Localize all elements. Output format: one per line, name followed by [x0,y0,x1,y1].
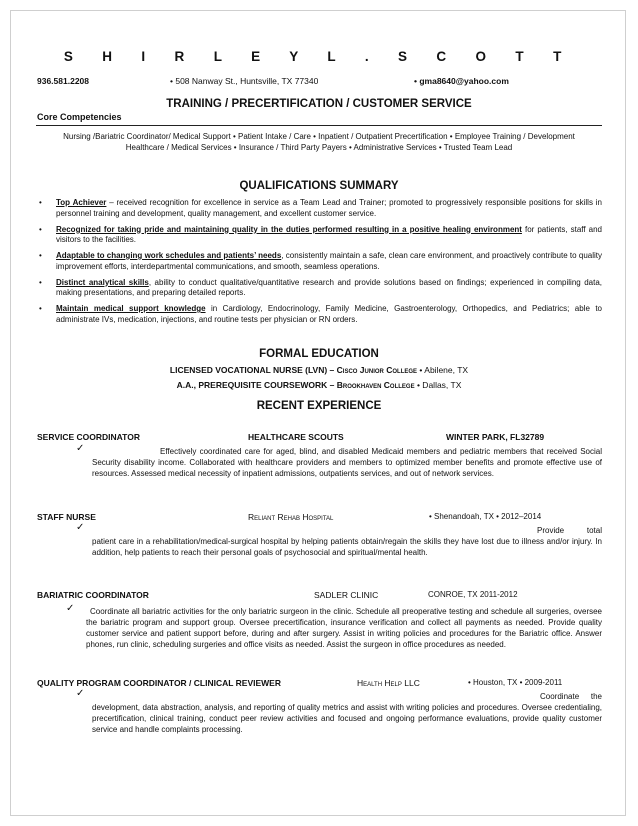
job-title: BARIATRIC COORDINATOR [37,590,149,600]
job-header [36,512,602,524]
address: • 508 Nanway St., Huntsville, TX 77340 [170,76,319,86]
job-title: QUALITY PROGRAM COORDINATOR / CLINICAL REVIEWER [37,678,281,688]
qualification-item: • Top Achiever – received recognition for excellence in service as a Team Lead and Trainer; promoted to progressively responsible positions for skills in personnel training and development, quality management, and excellent customer service. [39,198,602,218]
job-employer: SADLER CLINIC [314,590,379,600]
job-header [36,678,602,690]
job-location: • Shenandoah, TX • 2012–2014 [429,512,542,521]
core-competencies-label: Core Competencies [37,112,122,122]
job-employer: Reliant Rehab Hospital [248,512,334,522]
job-description: Effectively coordinated care for aged, blind, and disabled Medicaid members and pediatric members that received Social Security disability income. Collaborated with healthcare providers and members to optimized member benefits and promote effective use of resources. Assessed medical necessity of inpatient admissions, outpatients services, and out of network services. [92,447,602,478]
checkmark-icon: ✓ [76,443,85,454]
job-description: Coordinate the development, data abstraction, analysis, and reporting of quality metrics and assist with writing policies and procedures. Oversee credentialing, precertification, clinical training, conduct peer review activities and focused and ongoing performance evaluations, provide quality customer service and handle complaints processing. [92,692,602,734]
job-description: Provide total patient care in a rehabilitation/medical-surgical hospital by helping patients obtain/regain the skills they have lost due to illness and/or injury. In addition, help patients to reach their personal goals of psychosocial and spiritual/mental health. [92,526,602,557]
job-header [36,432,602,444]
candidate-name: S H I R L E Y L . S C O T T [63,49,575,64]
education-line-1: LICENSED VOCATIONAL NURSE (LVN) – Cisco Junior College • Abilene, TX [169,365,469,375]
qualifications-list [36,198,602,331]
job-header [36,590,602,602]
divider [36,125,602,126]
checkmark-icon: ✓ [66,603,75,614]
email-address: • gma8640@yahoo.com [414,76,509,86]
competencies-line-2: Healthcare / Medical Services • Insurance / Third Party Payers • Administrative Services • Trusted Team Lead [125,143,513,152]
job-employer: HEALTHCARE SCOUTS [248,432,344,442]
job-location: • Houston, TX • 2009-2011 [468,678,563,687]
checkmark-icon: ✓ [76,688,85,699]
job-title: STAFF NURSE [37,512,96,522]
objective-title: TRAINING / PRECERTIFICATION / CUSTOMER SERVICE [166,98,472,110]
core-competencies-list [36,131,602,153]
qualification-item: • Distinct analytical skills, ability to conduct qualitative/quantitative research and provide solutions based on findings; experienced in compiling data, making presentations, and preparing detailed reports. [39,277,603,297]
job-location: CONROE, TX 2011-2012 [428,590,518,599]
qualification-item: • Adaptable to changing work schedules and patients’ needs, consistently maintain a safe, clean care environment, and proactively contribute to quality improvement efforts, interdepartmental communications, and smooth, seamless operations. [39,251,602,271]
qualification-item: • Recognized for taking pride and maintaining quality in the duties performed resulting in a positive healing environment for patients, staff and visitors to the facilities. [39,224,602,244]
job-description: Coordinate all bariatric activities for the only bariatric surgeon in the clinic. Schedule all preoperative testing and schedule all surgeries, oversee the bariatric program and support group. Oversee precertification, insurance verification and collect all payments as needed. Provide quality customer service and patient support before, during and after surgery. Assist in writing policies and procedures for the Bariatric office. Answer phones, run clinic, scheduling surgeries and office visits as needed. Assist the surgeon in office procedures as needed. [86,607,602,649]
education-title: FORMAL EDUCATION [259,348,379,360]
experience-title: RECENT EXPERIENCE [256,400,382,412]
phone-number: 936.581.2208 [37,76,89,86]
job-title: SERVICE COORDINATOR [37,432,140,442]
checkmark-icon: ✓ [76,522,85,533]
competencies-line-1: Nursing /Bariatric Coordinator/ Medical Support • Patient Intake / Care • Inpatient / Outpatient Precertification • Employee Training / Development [63,132,575,141]
job-location: WINTER PARK, FL32789 [446,432,545,442]
education-line-2: A.A., PREREQUISITE COURSEWORK – Brookhaven College • Dallas, TX [176,380,462,390]
qualification-item: • Maintain medical support knowledge in Cardiology, Endocrinology, Family Medicine, Gastroenterology, Orthopedics, and Pediatrics; able to administrate IVs, medication, injections, and routine tests per physician or RN orders. [39,304,602,324]
job-employer: Health Help LLC [357,678,420,688]
qualifications-title: QUALIFICATIONS SUMMARY [239,180,399,192]
